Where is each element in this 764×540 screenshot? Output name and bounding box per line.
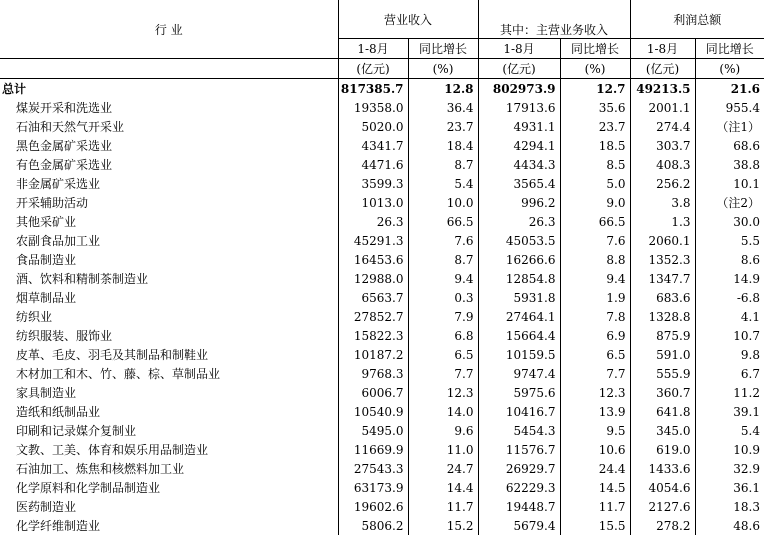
profit-growth: 21.6 [730, 81, 760, 96]
revenue-value: 4471.6 [338, 155, 408, 174]
revenue-growth: 12.8 [408, 79, 478, 98]
main-revenue-growth: 6.9 [560, 326, 630, 345]
main-revenue-growth: 10.6 [560, 440, 630, 459]
header-main-revenue: 其中：主营业务收入 [478, 0, 630, 39]
revenue-value: 5495.0 [338, 421, 408, 440]
header-blank [0, 59, 338, 79]
revenue-growth: 6.5 [408, 345, 478, 364]
revenue-value: 27543.3 [338, 459, 408, 478]
revenue-value: 63173.9 [338, 478, 408, 497]
industry-name: 石油和天然气开采业 [0, 117, 338, 136]
revenue-growth: 66.5 [408, 212, 478, 231]
main-revenue-value: 4294.1 [478, 136, 560, 155]
main-revenue-value: 12854.8 [478, 269, 560, 288]
table-row [0, 516, 764, 535]
main-revenue-value: 3565.4 [478, 174, 560, 193]
revenue-value: 3599.3 [338, 174, 408, 193]
revenue-growth: 5.4 [408, 174, 478, 193]
header-unit-amount: (亿元) [630, 59, 695, 79]
main-revenue-growth: 8.5 [560, 155, 630, 174]
revenue-growth: 8.7 [408, 250, 478, 269]
total-row [0, 79, 764, 98]
profit-growth: 48.6 [733, 518, 760, 533]
table-row [0, 117, 764, 136]
industry-name: 有色金属矿采选业 [0, 155, 338, 174]
profit-value: 2060.1 [630, 231, 695, 250]
main-revenue-value: 27464.1 [478, 307, 560, 326]
table-row [0, 345, 764, 364]
industry-name: 皮革、毛皮、羽毛及其制品和制鞋业 [0, 345, 338, 364]
profit-value: 1352.3 [630, 250, 695, 269]
revenue-growth: 24.7 [408, 459, 478, 478]
main-revenue-value: 5679.4 [478, 516, 560, 535]
main-revenue-value: 10159.5 [478, 345, 560, 364]
industry-name: 食品制造业 [0, 250, 338, 269]
table-row [0, 440, 764, 459]
table-row [0, 98, 764, 117]
profit-value: 1328.8 [630, 307, 695, 326]
revenue-value: 5806.2 [338, 516, 408, 535]
profit-growth: 4.1 [740, 309, 760, 324]
table-row [0, 231, 764, 250]
industry-name: 医药制造业 [0, 497, 338, 516]
revenue-growth: 23.7 [408, 117, 478, 136]
industry-name: 家具制造业 [0, 383, 338, 402]
profit-value: 641.8 [630, 402, 695, 421]
industry-name: 煤炭开采和洗选业 [0, 98, 338, 117]
industry-name: 非金属矿采选业 [0, 174, 338, 193]
revenue-growth: 9.6 [408, 421, 478, 440]
profit-growth: 5.4 [740, 423, 760, 438]
profit-value: 278.2 [630, 516, 695, 535]
main-revenue-growth: 24.4 [560, 459, 630, 478]
industry-name: 造纸和纸制品业 [0, 402, 338, 421]
revenue-growth: 14.4 [408, 478, 478, 497]
revenue-value: 11669.9 [338, 440, 408, 459]
revenue-value: 45291.3 [338, 231, 408, 250]
main-revenue-growth: 23.7 [560, 117, 630, 136]
profit-growth: 18.3 [733, 499, 760, 514]
main-revenue-growth: 35.6 [560, 98, 630, 117]
profit-growth: 11.2 [733, 385, 760, 400]
header-profit: 利润总额 [630, 0, 764, 39]
profit-value: 1347.7 [630, 269, 695, 288]
main-revenue-value: 10416.7 [478, 402, 560, 421]
main-revenue-growth: 7.7 [560, 364, 630, 383]
revenue-growth: 7.9 [408, 307, 478, 326]
profit-growth: 5.5 [740, 233, 760, 248]
industry-name: 化学原料和化学制品制造业 [0, 478, 338, 497]
table-row [0, 269, 764, 288]
main-revenue-growth: 7.6 [560, 231, 630, 250]
profit-value: 2001.1 [630, 98, 695, 117]
profit-growth: 39.1 [733, 404, 760, 419]
industry-name: 化学纤维制造业 [0, 516, 338, 535]
industry-name: 烟草制品业 [0, 288, 338, 307]
revenue-value: 26.3 [338, 212, 408, 231]
table-row [0, 288, 764, 307]
industry-name: 农副食品加工业 [0, 231, 338, 250]
main-revenue-value: 15664.4 [478, 326, 560, 345]
revenue-growth: 11.7 [408, 497, 478, 516]
profit-value: 683.6 [630, 288, 695, 307]
revenue-value: 4341.7 [338, 136, 408, 155]
main-revenue-value: 62229.3 [478, 478, 560, 497]
revenue-growth: 11.0 [408, 440, 478, 459]
profit-value: 256.2 [630, 174, 695, 193]
profit-growth: 68.6 [733, 138, 760, 153]
revenue-growth: 36.4 [408, 98, 478, 117]
main-revenue-value: 5975.6 [478, 383, 560, 402]
revenue-value: 12988.0 [338, 269, 408, 288]
table-row [0, 174, 764, 193]
revenue-growth: 8.7 [408, 155, 478, 174]
table-row [0, 193, 764, 212]
profit-growth: 955.4 [725, 100, 760, 115]
industry-name: 纺织服装、服饰业 [0, 326, 338, 345]
table-row [0, 307, 764, 326]
main-revenue-growth: 9.4 [560, 269, 630, 288]
profit-value: 4054.6 [630, 478, 695, 497]
data-table [0, 79, 764, 535]
table-header [0, 0, 764, 79]
header-growth: 同比增长 [695, 39, 764, 59]
table-row [0, 383, 764, 402]
table-row [0, 250, 764, 269]
revenue-value: 817385.7 [338, 79, 408, 98]
table-row [0, 364, 764, 383]
header-unit-amount: (亿元) [338, 59, 408, 79]
main-revenue-value: 5931.8 [478, 288, 560, 307]
main-revenue-value: 17913.6 [478, 98, 560, 117]
industry-name: 黑色金属矿采选业 [0, 136, 338, 155]
profit-growth: （注1） [716, 120, 760, 134]
main-revenue-value: 19448.7 [478, 497, 560, 516]
main-revenue-growth: 11.7 [560, 497, 630, 516]
profit-growth: （注2） [716, 196, 760, 210]
revenue-value: 5020.0 [338, 117, 408, 136]
header-unit-amount: (亿元) [478, 59, 560, 79]
table-row [0, 326, 764, 345]
profit-value: 2127.6 [630, 497, 695, 516]
main-revenue-growth: 18.5 [560, 136, 630, 155]
industry-name: 木材加工和木、竹、藤、棕、草制品业 [0, 364, 338, 383]
main-revenue-value: 802973.9 [478, 79, 560, 98]
header-growth: 同比增长 [408, 39, 478, 59]
revenue-value: 9768.3 [338, 364, 408, 383]
main-revenue-growth: 15.5 [560, 516, 630, 535]
revenue-value: 15822.3 [338, 326, 408, 345]
revenue-growth: 14.0 [408, 402, 478, 421]
revenue-growth: 15.2 [408, 516, 478, 535]
profit-value: 49213.5 [630, 79, 695, 98]
header-unit-pct: (%) [408, 59, 478, 79]
table-row [0, 136, 764, 155]
main-revenue-growth: 8.8 [560, 250, 630, 269]
main-revenue-growth: 12.3 [560, 383, 630, 402]
table-row [0, 459, 764, 478]
industry-name: 印刷和记录媒介复制业 [0, 421, 338, 440]
main-revenue-value: 16266.6 [478, 250, 560, 269]
profit-value: 360.7 [630, 383, 695, 402]
main-revenue-growth: 9.5 [560, 421, 630, 440]
revenue-value: 6006.7 [338, 383, 408, 402]
main-revenue-growth: 7.8 [560, 307, 630, 326]
main-revenue-value: 9747.4 [478, 364, 560, 383]
revenue-growth: 7.7 [408, 364, 478, 383]
revenue-growth: 7.6 [408, 231, 478, 250]
revenue-growth: 0.3 [408, 288, 478, 307]
revenue-value: 19602.6 [338, 497, 408, 516]
revenue-growth: 18.4 [408, 136, 478, 155]
profit-value: 619.0 [630, 440, 695, 459]
header-industry: 行 业 [0, 0, 338, 59]
main-revenue-value: 4931.1 [478, 117, 560, 136]
profit-growth: 8.6 [740, 252, 760, 267]
profit-value: 875.9 [630, 326, 695, 345]
profit-value: 555.9 [630, 364, 695, 383]
header-revenue: 营业收入 [338, 0, 478, 39]
profit-growth: 10.1 [733, 176, 760, 191]
main-revenue-value: 45053.5 [478, 231, 560, 250]
revenue-value: 6563.7 [338, 288, 408, 307]
profit-growth: 32.9 [733, 461, 760, 476]
main-revenue-value: 11576.7 [478, 440, 560, 459]
main-revenue-growth: 9.0 [560, 193, 630, 212]
profit-growth: 36.1 [733, 480, 760, 495]
profit-growth: -6.8 [736, 290, 760, 305]
main-revenue-growth: 14.5 [560, 478, 630, 497]
table-row [0, 155, 764, 174]
main-revenue-growth: 1.9 [560, 288, 630, 307]
profit-growth: 6.7 [740, 366, 760, 381]
profit-value: 408.3 [630, 155, 695, 174]
profit-value: 303.7 [630, 136, 695, 155]
profit-growth: 30.0 [733, 214, 760, 229]
main-revenue-growth: 5.0 [560, 174, 630, 193]
revenue-growth: 6.8 [408, 326, 478, 345]
header-period: 1-8月 [478, 39, 560, 59]
main-revenue-value: 26.3 [478, 212, 560, 231]
main-revenue-value: 996.2 [478, 193, 560, 212]
profit-growth: 38.8 [733, 157, 760, 172]
industry-name: 纺织业 [0, 307, 338, 326]
header-growth: 同比增长 [560, 39, 630, 59]
revenue-growth: 9.4 [408, 269, 478, 288]
industry-name: 总计 [0, 79, 338, 98]
table-row [0, 402, 764, 421]
main-revenue-value: 4434.3 [478, 155, 560, 174]
main-revenue-growth: 12.7 [560, 79, 630, 98]
table-row [0, 421, 764, 440]
revenue-value: 10540.9 [338, 402, 408, 421]
main-revenue-growth: 6.5 [560, 345, 630, 364]
table-row [0, 497, 764, 516]
industry-name: 石油加工、炼焦和核燃料加工业 [0, 459, 338, 478]
profit-growth: 10.9 [733, 442, 760, 457]
profit-value: 1433.6 [630, 459, 695, 478]
revenue-value: 27852.7 [338, 307, 408, 326]
profit-growth: 9.8 [740, 347, 760, 362]
industry-name: 其他采矿业 [0, 212, 338, 231]
industry-name: 文教、工美、体育和娱乐用品制造业 [0, 440, 338, 459]
profit-growth: 14.9 [733, 271, 760, 286]
header-period: 1-8月 [338, 39, 408, 59]
header-unit-pct: (%) [695, 59, 764, 79]
header-unit-pct: (%) [560, 59, 630, 79]
profit-value: 345.0 [630, 421, 695, 440]
main-revenue-growth: 13.9 [560, 402, 630, 421]
profit-growth: 10.7 [733, 328, 760, 343]
industry-name: 酒、饮料和精制茶制造业 [0, 269, 338, 288]
revenue-value: 1013.0 [338, 193, 408, 212]
revenue-value: 10187.2 [338, 345, 408, 364]
header-period: 1-8月 [630, 39, 695, 59]
main-revenue-growth: 66.5 [560, 212, 630, 231]
main-revenue-value: 5454.3 [478, 421, 560, 440]
main-revenue-value: 26929.7 [478, 459, 560, 478]
revenue-growth: 10.0 [408, 193, 478, 212]
revenue-value: 19358.0 [338, 98, 408, 117]
profit-value: 591.0 [630, 345, 695, 364]
profit-value: 1.3 [630, 212, 695, 231]
industry-name: 开采辅助活动 [0, 193, 338, 212]
revenue-value: 16453.6 [338, 250, 408, 269]
table-row [0, 478, 764, 497]
profit-value: 274.4 [630, 117, 695, 136]
revenue-growth: 12.3 [408, 383, 478, 402]
profit-value: 3.8 [630, 193, 695, 212]
table-row [0, 212, 764, 231]
